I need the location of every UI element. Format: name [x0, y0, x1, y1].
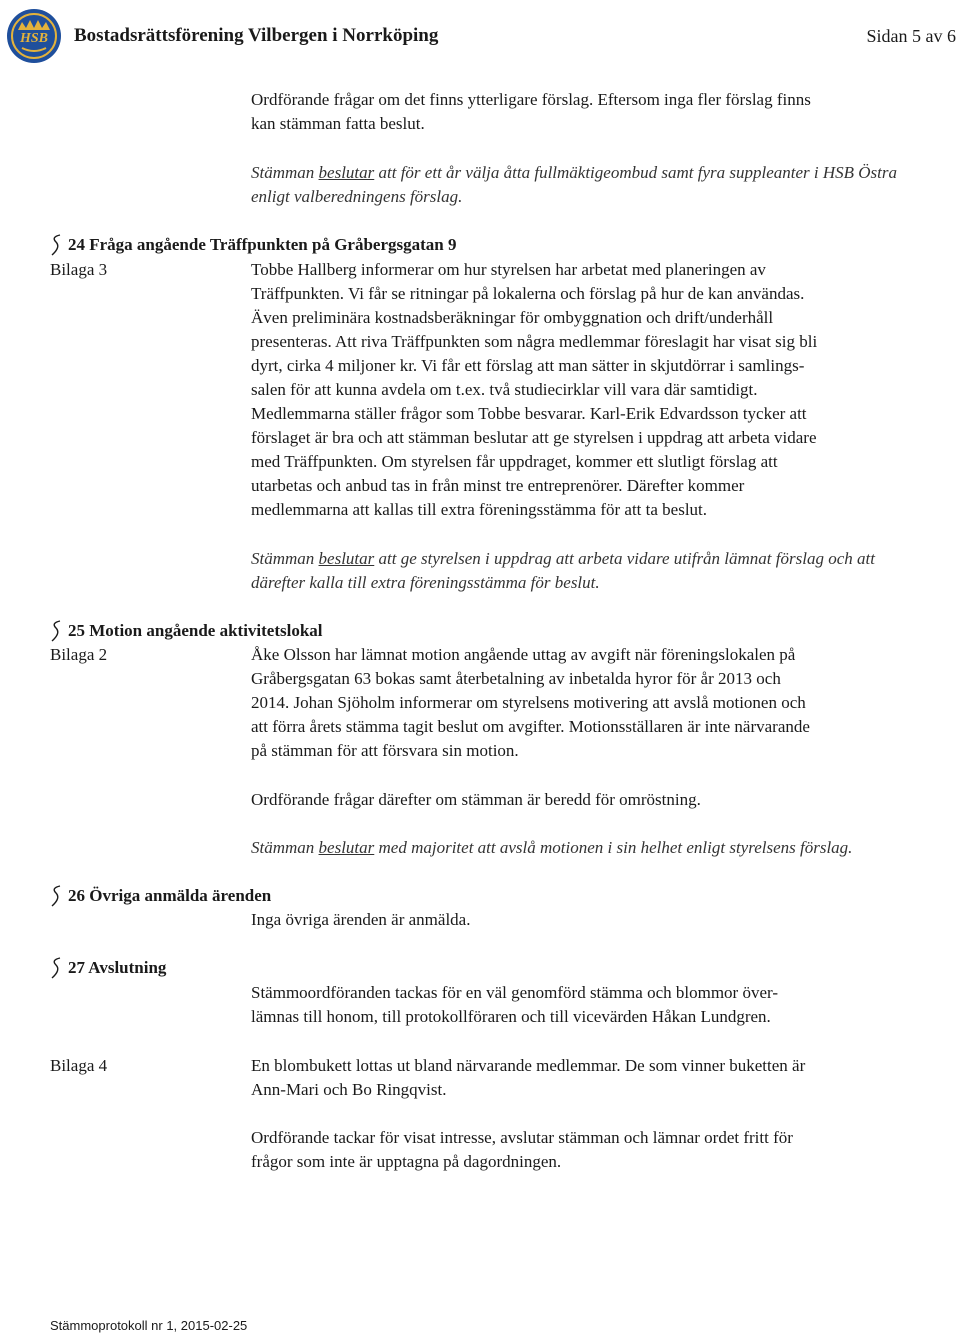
section-27-thanks: Stämmoordföranden tackas för en väl genomförd stämma och blommor över- lämnas till honom, till protokollföraren och till vicevärden Håkan Lundgren. [251, 983, 778, 1026]
svg-text:HSB: HSB [19, 31, 49, 46]
section-25-verdict: Stämman beslutar med majoritet att avslå motionen i sin helhet enligt styrelsens förslag. [251, 838, 853, 857]
section-marker-icon [50, 620, 62, 642]
section-26-heading: 26 Övriga anmälda ärenden [50, 884, 271, 908]
section-26-body: Inga övriga ärenden är anmälda. [251, 910, 471, 929]
section-27-closing: Ordförande tackar för visat intresse, avslutar stämman och lämnar ordet fritt för frågor som inte är upptagna på dagordningen. [251, 1128, 793, 1171]
intro-paragraph: Ordförande frågar om det finns ytterligare förslag. Eftersom inga fler förslag finns kan stämman fatta beslut. [251, 90, 811, 133]
section-27-raffle: En blombukett lottas ut bland närvarande medlemmar. De som vinner buketten är Ann-Mari och Bo Ringqvist. [251, 1056, 806, 1099]
section-marker-icon [50, 234, 62, 256]
section-marker-icon [50, 957, 62, 979]
section-27-attachment: Bilaga 4 [50, 1056, 108, 1075]
section-25-vote-question: Ordförande frågar därefter om stämman är beredd för omröstning. [251, 790, 701, 809]
section-27-heading: 27 Avslutning [50, 956, 166, 980]
intro-verdict: Stämman beslutar att för ett år välja åtta fullmäktigeombud samt fyra suppleanter i HSB Östra enligt valberedningens förslag. [251, 163, 897, 206]
section-24-verdict: Stämman beslutar att ge styrelsen i uppdrag att arbeta vidare utifrån lämnat förslag och att därefter kalla till extra föreningsstämma för beslut. [251, 549, 875, 592]
section-24-attachment: Bilaga 3 [50, 260, 108, 279]
section-25-heading: 25 Motion angående aktivitetslokal [50, 619, 323, 643]
page-indicator: Sidan 5 av 6 [866, 26, 956, 46]
section-24-body: Tobbe Hallberg informerar om hur styrelsen har arbetat med planeringen av Träffpunkten. Vi får se ritningar på lokalerna och förslag på hur de kan användas. Även preliminära kostnadsberäkningar för ombyggnation och drift/underhåll presenteras. Att riva Träffpunkten som några medlemmar föreslagit har visat sig bli dyrt, cirka 4 miljoner kr. Vi får ett förslag att man sätter in skjutdörrar i samlings- salen för att kunna avdela om t.ex. två studiecirklar vill vara där samtidigt. Medlemmarna ställer frågor som Tobbe besvarar. Karl-Erik Edvardsson tycker att förslaget är bra och att stämman beslutar att ge styrelsen i uppdrag att arbeta vidare med Träffpunkten. Om styrelsen får uppdraget, kommer ett slutligt förslag att utarbetas och anbud tas in från minst tre entreprenörer. Därefter kommer medlemmarna att kallas till extra föreningsstämma för att ta beslut. [251, 260, 818, 519]
page-footer: Stämmoprotokoll nr 1, 2015-02-25 [50, 1318, 248, 1333]
section-25-attachment: Bilaga 2 [50, 645, 108, 664]
hsb-logo-icon [6, 8, 62, 64]
section-marker-icon [50, 885, 62, 907]
section-24-heading: 24 Fråga angående Träffpunkten på Gråbergsgatan 9 [50, 233, 457, 257]
organization-title: Bostadsrättsförening Vilbergen i Norrköping [74, 25, 439, 46]
hsb-logo [6, 8, 62, 64]
section-25-body: Åke Olsson har lämnat motion angående uttag av avgift när föreningslokalen på Gråbergsgatan 63 bokas samt återbetalning av inbetalda hyror för år 2013 och 2014. Johan Sjöholm informerar om styrelsens motivering att avslå motionen och att förra årets stämma tagit beslut om avgifter. Motionsställaren är inte närvarande på stämman för att försvara sin motion. [251, 645, 810, 760]
